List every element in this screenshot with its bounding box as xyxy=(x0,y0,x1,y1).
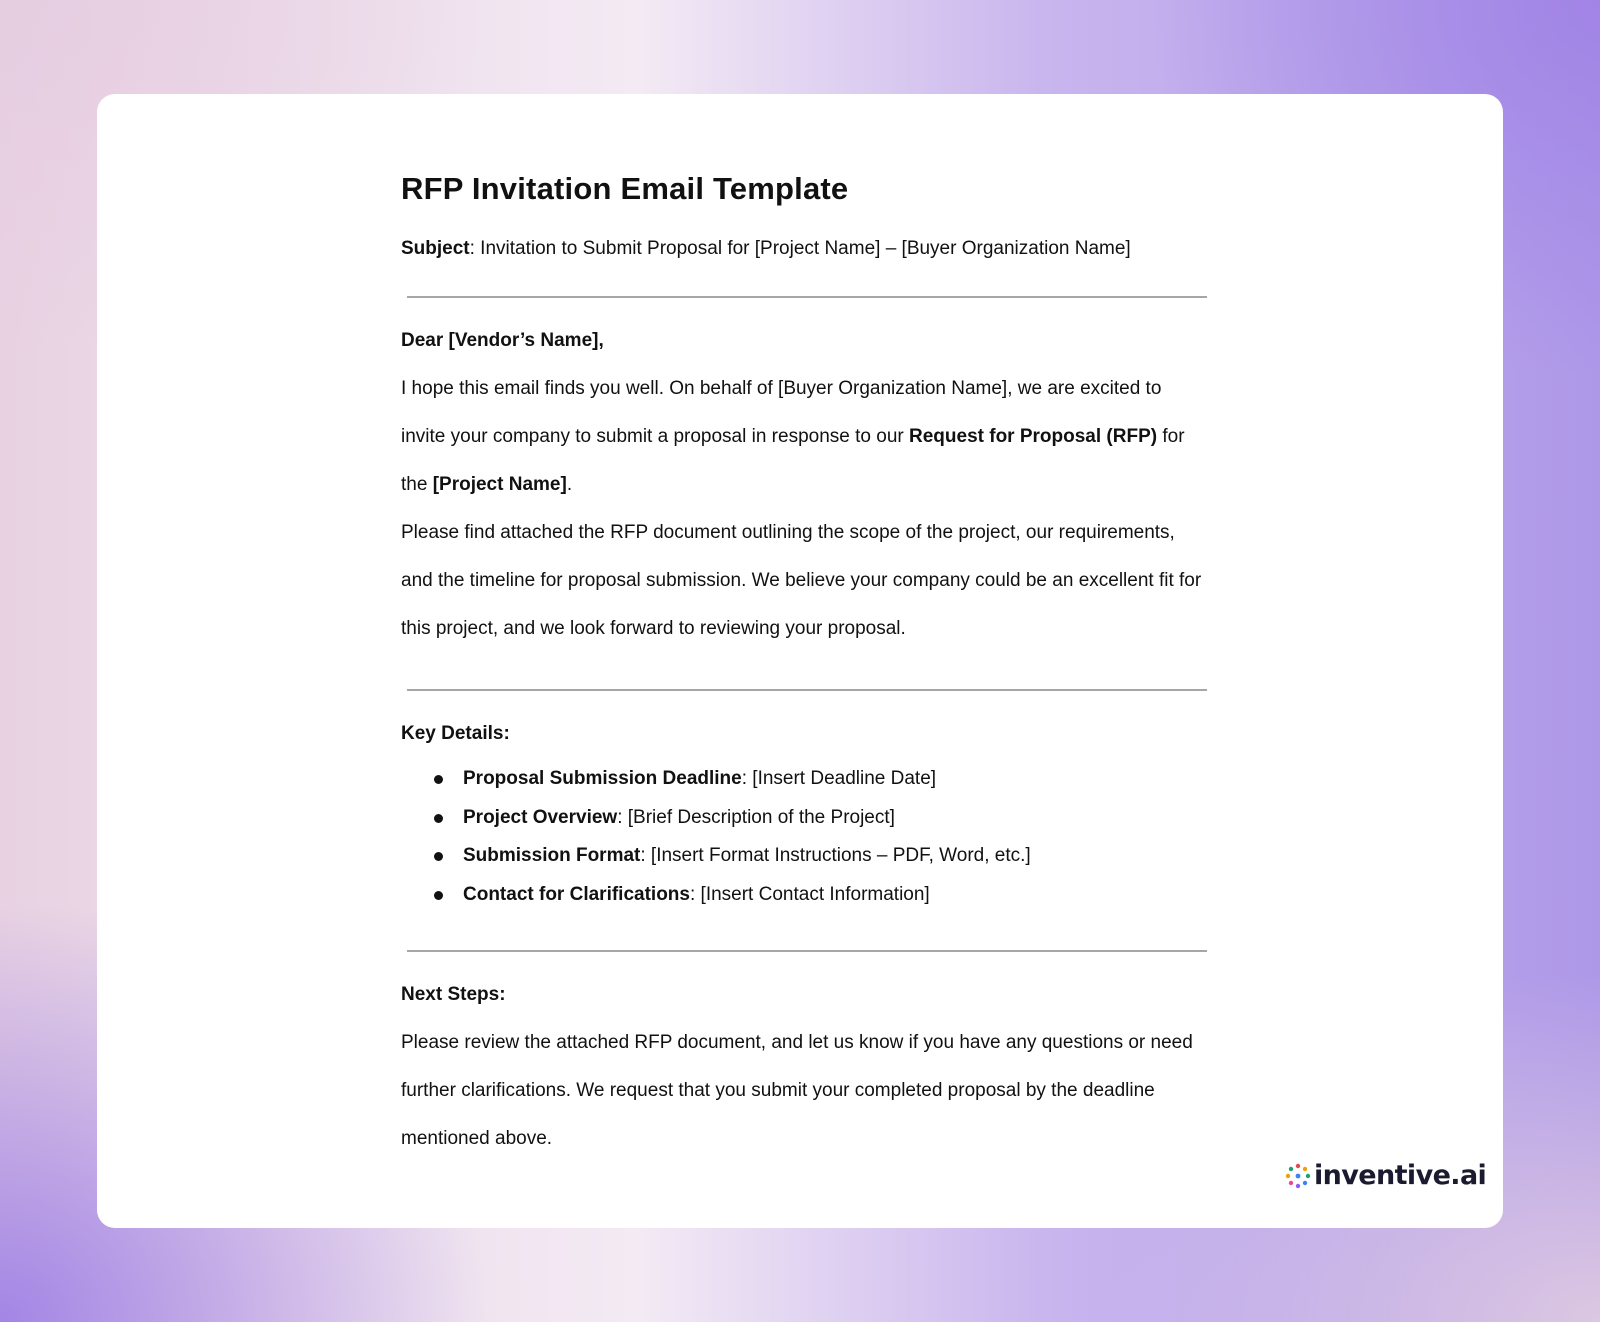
detail-value: : [Insert Contact Information] xyxy=(689,883,930,905)
divider xyxy=(407,689,1207,691)
next-steps-paragraph: Please review the attached RFP document, and let us know if you have any questions or need further clarifications. We request that you submit your completed proposal by the deadline mentioned above. xyxy=(401,1032,1193,1149)
sparkle-dots-icon xyxy=(1285,1163,1311,1189)
bullet-icon xyxy=(434,775,443,784)
detail-label: Proposal Submission Deadline xyxy=(463,768,742,789)
bullet-icon xyxy=(434,852,443,861)
bullet-icon xyxy=(434,814,443,823)
document-card xyxy=(97,94,1503,1228)
list-item xyxy=(401,837,1207,876)
email-template-content xyxy=(401,168,1207,1163)
greeting: Dear [Vendor’s Name], xyxy=(401,330,604,351)
list-item xyxy=(401,799,1207,838)
intro-bold-rfp: Request for Proposal (RFP) xyxy=(909,426,1158,447)
attachment-paragraph: Please find attached the RFP document outlining the scope of the project, our requirements, and the timeline for proposal submission. We believe your company could be an excellent fit for this project, and we look forward to reviewing your proposal. xyxy=(401,522,1202,639)
intro-paragraph xyxy=(401,365,1207,509)
logo-dot xyxy=(1303,1181,1307,1185)
logo-dot xyxy=(1303,1167,1307,1171)
detail-value: : [Insert Format Instructions – PDF, Word, etc.] xyxy=(640,845,1031,866)
logo-dot xyxy=(1289,1181,1293,1185)
subject-line xyxy=(401,236,1207,262)
logo-dot xyxy=(1296,1164,1300,1168)
intro-text-1: I hope this email finds you well. On behalf of [Buyer Organization Name], we are excited to invite your company to submit a proposal in response to our xyxy=(401,378,1162,447)
divider xyxy=(407,296,1207,298)
bullet-icon xyxy=(434,891,443,900)
logo-dot xyxy=(1286,1174,1290,1178)
detail-label: Project Overview xyxy=(463,806,618,828)
subject-text: : Invitation to Submit Proposal for [Project Name] – [Buyer Organization Name] xyxy=(469,238,1131,259)
list-item xyxy=(401,876,1207,915)
list-item xyxy=(401,760,1207,799)
detail-label: Submission Format xyxy=(463,845,641,866)
logo-dot xyxy=(1289,1167,1293,1171)
intro-text-2: for the xyxy=(401,426,1185,495)
divider xyxy=(407,950,1207,952)
next-steps-heading: Next Steps: xyxy=(401,984,506,1005)
logo-dot xyxy=(1306,1174,1310,1178)
logo-dot xyxy=(1296,1174,1301,1179)
key-details-heading: Key Details: xyxy=(401,723,510,744)
page-title: RFP Invitation Email Template xyxy=(401,171,849,206)
detail-label: Contact for Clarifications xyxy=(463,883,690,905)
detail-value: : [Insert Deadline Date] xyxy=(741,768,937,789)
intro-bold-project: [Project Name] xyxy=(432,474,567,495)
detail-value: : [Brief Description of the Project] xyxy=(617,806,895,828)
intro-text-3: . xyxy=(566,474,573,495)
brand-logo xyxy=(1285,1156,1486,1196)
logo-text: inventive.ai xyxy=(1314,1160,1487,1191)
key-details-list xyxy=(401,760,1207,914)
logo-dot xyxy=(1296,1184,1300,1188)
subject-label: Subject xyxy=(401,238,470,259)
